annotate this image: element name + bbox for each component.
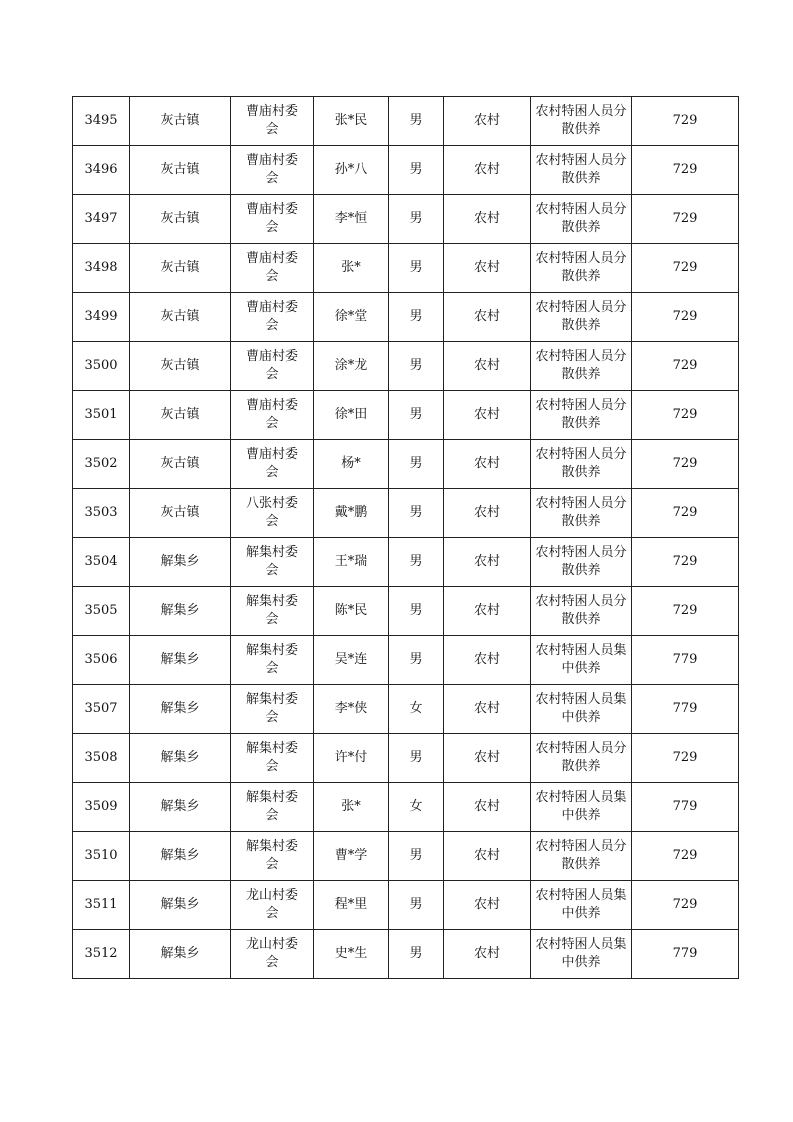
cell-serial-number: 3510 (73, 832, 130, 881)
cell-gender: 男 (389, 881, 444, 930)
cell-residence-type: 农村 (444, 685, 531, 734)
cell-village-committee-text: 曹庙村委会 (245, 300, 298, 333)
cell-assistance-category-text: 农村特困人员分散供养 (535, 741, 627, 774)
cell-village-committee-text: 解集村委会 (245, 545, 298, 578)
cell-assistance-category (531, 146, 632, 195)
cell-village-committee (231, 293, 314, 342)
cell-monthly-amount: 729 (632, 489, 739, 538)
cell-residence-type: 农村 (444, 881, 531, 930)
cell-serial-number: 3495 (73, 97, 130, 146)
cell-person-name: 陈*民 (314, 587, 389, 636)
table-row (73, 881, 739, 930)
cell-assistance-category-text: 农村特困人员分散供养 (535, 153, 627, 186)
cell-village-committee (231, 685, 314, 734)
cell-serial-number: 3496 (73, 146, 130, 195)
cell-person-name: 徐*田 (314, 391, 389, 440)
cell-assistance-category-text: 农村特困人员集中供养 (535, 643, 627, 676)
table-row (73, 146, 739, 195)
cell-assistance-category-text: 农村特困人员集中供养 (535, 937, 627, 970)
cell-residence-type: 农村 (444, 244, 531, 293)
cell-gender: 男 (389, 195, 444, 244)
cell-gender: 男 (389, 342, 444, 391)
cell-serial-number: 3509 (73, 783, 130, 832)
cell-serial-number: 3506 (73, 636, 130, 685)
cell-monthly-amount: 779 (632, 783, 739, 832)
cell-village-committee-text: 解集村委会 (245, 839, 298, 872)
cell-residence-type: 农村 (444, 342, 531, 391)
cell-monthly-amount: 729 (632, 587, 739, 636)
cell-village-committee (231, 636, 314, 685)
cell-serial-number: 3511 (73, 881, 130, 930)
cell-village-committee (231, 734, 314, 783)
cell-village-committee (231, 146, 314, 195)
cell-person-name: 戴*鹏 (314, 489, 389, 538)
cell-monthly-amount: 729 (632, 97, 739, 146)
cell-serial-number: 3507 (73, 685, 130, 734)
cell-township: 解集乡 (130, 587, 231, 636)
cell-serial-number: 3503 (73, 489, 130, 538)
cell-serial-number: 3501 (73, 391, 130, 440)
cell-gender: 女 (389, 685, 444, 734)
cell-monthly-amount: 729 (632, 881, 739, 930)
cell-village-committee (231, 538, 314, 587)
cell-township: 解集乡 (130, 930, 231, 979)
table-row (73, 489, 739, 538)
cell-township: 灰古镇 (130, 489, 231, 538)
cell-township: 灰古镇 (130, 195, 231, 244)
cell-assistance-category-text: 农村特困人员分散供养 (535, 447, 627, 480)
table-row (73, 342, 739, 391)
cell-residence-type: 农村 (444, 97, 531, 146)
cell-person-name: 程*里 (314, 881, 389, 930)
cell-gender: 男 (389, 293, 444, 342)
cell-person-name: 李*恒 (314, 195, 389, 244)
cell-person-name: 许*付 (314, 734, 389, 783)
cell-residence-type: 农村 (444, 293, 531, 342)
cell-gender: 男 (389, 97, 444, 146)
cell-village-committee-text: 解集村委会 (245, 692, 298, 725)
cell-assistance-category (531, 587, 632, 636)
cell-village-committee-text: 八张村委会 (245, 496, 298, 529)
cell-township: 灰古镇 (130, 440, 231, 489)
cell-village-committee-text: 解集村委会 (245, 643, 298, 676)
cell-assistance-category-text: 农村特困人员分散供养 (535, 202, 627, 235)
cell-residence-type: 农村 (444, 538, 531, 587)
cell-assistance-category (531, 881, 632, 930)
cell-person-name: 张* (314, 783, 389, 832)
cell-township: 解集乡 (130, 734, 231, 783)
table-row (73, 685, 739, 734)
cell-township: 解集乡 (130, 636, 231, 685)
table-row (73, 587, 739, 636)
cell-residence-type: 农村 (444, 636, 531, 685)
cell-assistance-category (531, 195, 632, 244)
table-row (73, 97, 739, 146)
cell-village-committee-text: 曹庙村委会 (245, 251, 298, 284)
cell-serial-number: 3504 (73, 538, 130, 587)
table-row (73, 783, 739, 832)
cell-serial-number: 3502 (73, 440, 130, 489)
cell-monthly-amount: 729 (632, 244, 739, 293)
cell-township: 灰古镇 (130, 97, 231, 146)
cell-assistance-category (531, 342, 632, 391)
cell-gender: 男 (389, 146, 444, 195)
cell-serial-number: 3497 (73, 195, 130, 244)
cell-serial-number: 3512 (73, 930, 130, 979)
cell-assistance-category-text: 农村特困人员分散供养 (535, 839, 627, 872)
cell-village-committee (231, 342, 314, 391)
table-row (73, 244, 739, 293)
cell-person-name: 史*生 (314, 930, 389, 979)
cell-assistance-category-text: 农村特困人员分散供养 (535, 594, 627, 627)
cell-residence-type: 农村 (444, 489, 531, 538)
cell-serial-number: 3505 (73, 587, 130, 636)
cell-monthly-amount: 729 (632, 538, 739, 587)
cell-assistance-category (531, 930, 632, 979)
table-row (73, 391, 739, 440)
cell-gender: 男 (389, 734, 444, 783)
cell-person-name: 张* (314, 244, 389, 293)
cell-assistance-category (531, 783, 632, 832)
cell-gender: 男 (389, 244, 444, 293)
cell-monthly-amount: 779 (632, 636, 739, 685)
cell-assistance-category-text: 农村特困人员集中供养 (535, 790, 627, 823)
cell-monthly-amount: 729 (632, 293, 739, 342)
cell-village-committee-text: 曹庙村委会 (245, 398, 298, 431)
cell-gender: 男 (389, 930, 444, 979)
cell-assistance-category (531, 538, 632, 587)
cell-village-committee (231, 195, 314, 244)
cell-village-committee-text: 曹庙村委会 (245, 447, 298, 480)
cell-person-name: 李*侠 (314, 685, 389, 734)
cell-township: 解集乡 (130, 881, 231, 930)
cell-village-committee (231, 97, 314, 146)
cell-serial-number: 3508 (73, 734, 130, 783)
cell-assistance-category-text: 农村特困人员分散供养 (535, 398, 627, 431)
cell-village-committee (231, 832, 314, 881)
cell-residence-type: 农村 (444, 734, 531, 783)
cell-residence-type: 农村 (444, 783, 531, 832)
cell-assistance-category (531, 685, 632, 734)
table-row (73, 195, 739, 244)
cell-monthly-amount: 729 (632, 195, 739, 244)
cell-township: 灰古镇 (130, 244, 231, 293)
cell-assistance-category (531, 832, 632, 881)
cell-serial-number: 3498 (73, 244, 130, 293)
cell-monthly-amount: 729 (632, 391, 739, 440)
cell-residence-type: 农村 (444, 930, 531, 979)
cell-assistance-category-text: 农村特困人员集中供养 (535, 692, 627, 725)
cell-person-name: 徐*堂 (314, 293, 389, 342)
cell-assistance-category (531, 391, 632, 440)
cell-gender: 男 (389, 832, 444, 881)
cell-person-name: 杨* (314, 440, 389, 489)
cell-village-committee (231, 391, 314, 440)
cell-township: 灰古镇 (130, 342, 231, 391)
cell-assistance-category-text: 农村特困人员分散供养 (535, 104, 627, 137)
cell-assistance-category-text: 农村特困人员分散供养 (535, 349, 627, 382)
table-row (73, 636, 739, 685)
cell-township: 灰古镇 (130, 146, 231, 195)
cell-assistance-category-text: 农村特困人员集中供养 (535, 888, 627, 921)
cell-township: 灰古镇 (130, 293, 231, 342)
cell-village-committee (231, 881, 314, 930)
cell-monthly-amount: 729 (632, 440, 739, 489)
cell-assistance-category (531, 636, 632, 685)
cell-village-committee (231, 244, 314, 293)
cell-assistance-category-text: 农村特困人员分散供养 (535, 300, 627, 333)
cell-gender: 女 (389, 783, 444, 832)
cell-assistance-category (531, 97, 632, 146)
cell-assistance-category (531, 293, 632, 342)
table-row (73, 440, 739, 489)
table-row (73, 930, 739, 979)
cell-village-committee (231, 930, 314, 979)
cell-residence-type: 农村 (444, 587, 531, 636)
cell-person-name: 王*瑞 (314, 538, 389, 587)
cell-gender: 男 (389, 391, 444, 440)
cell-residence-type: 农村 (444, 391, 531, 440)
cell-residence-type: 农村 (444, 195, 531, 244)
cell-gender: 男 (389, 636, 444, 685)
cell-village-committee (231, 587, 314, 636)
cell-assistance-category (531, 489, 632, 538)
cell-monthly-amount: 729 (632, 146, 739, 195)
cell-person-name: 涂*龙 (314, 342, 389, 391)
cell-gender: 男 (389, 440, 444, 489)
cell-gender: 男 (389, 587, 444, 636)
cell-township: 解集乡 (130, 783, 231, 832)
table-body (73, 97, 739, 979)
cell-monthly-amount: 779 (632, 930, 739, 979)
cell-village-committee-text: 曹庙村委会 (245, 349, 298, 382)
cell-village-committee-text: 曹庙村委会 (245, 153, 298, 186)
cell-village-committee (231, 440, 314, 489)
cell-village-committee (231, 489, 314, 538)
cell-gender: 男 (389, 489, 444, 538)
cell-township: 灰古镇 (130, 391, 231, 440)
cell-township: 解集乡 (130, 832, 231, 881)
cell-township: 解集乡 (130, 538, 231, 587)
cell-village-committee-text: 龙山村委会 (245, 937, 298, 970)
table-row (73, 734, 739, 783)
table-row (73, 293, 739, 342)
cell-township: 解集乡 (130, 685, 231, 734)
cell-assistance-category (531, 244, 632, 293)
cell-monthly-amount: 779 (632, 685, 739, 734)
cell-person-name: 张*民 (314, 97, 389, 146)
cell-person-name: 吴*连 (314, 636, 389, 685)
cell-assistance-category (531, 440, 632, 489)
table-row (73, 538, 739, 587)
cell-village-committee-text: 龙山村委会 (245, 888, 298, 921)
table-row (73, 832, 739, 881)
cell-residence-type: 农村 (444, 440, 531, 489)
cell-residence-type: 农村 (444, 832, 531, 881)
cell-person-name: 曹*学 (314, 832, 389, 881)
cell-serial-number: 3500 (73, 342, 130, 391)
cell-person-name: 孙*八 (314, 146, 389, 195)
cell-assistance-category (531, 734, 632, 783)
cell-monthly-amount: 729 (632, 342, 739, 391)
cell-assistance-category-text: 农村特困人员分散供养 (535, 496, 627, 529)
cell-serial-number: 3499 (73, 293, 130, 342)
cell-monthly-amount: 729 (632, 832, 739, 881)
cell-residence-type: 农村 (444, 146, 531, 195)
relief-recipient-table (72, 96, 739, 979)
cell-village-committee-text: 解集村委会 (245, 741, 298, 774)
cell-village-committee-text: 解集村委会 (245, 790, 298, 823)
cell-village-committee-text: 曹庙村委会 (245, 104, 298, 137)
cell-assistance-category-text: 农村特困人员分散供养 (535, 251, 627, 284)
cell-village-committee-text: 曹庙村委会 (245, 202, 298, 235)
cell-assistance-category-text: 农村特困人员分散供养 (535, 545, 627, 578)
cell-monthly-amount: 729 (632, 734, 739, 783)
cell-village-committee-text: 解集村委会 (245, 594, 298, 627)
cell-village-committee (231, 783, 314, 832)
cell-gender: 男 (389, 538, 444, 587)
